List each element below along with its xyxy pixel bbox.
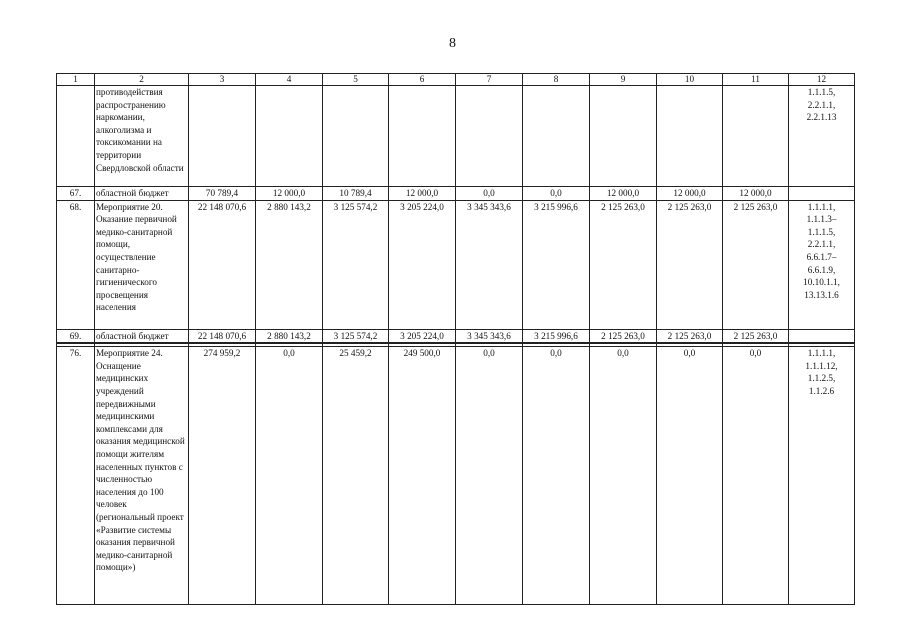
value-cell: 2 125 263,0 — [723, 200, 789, 329]
reference-line: 2.2.1.1, — [807, 99, 836, 110]
page-number: 8 — [449, 36, 456, 51]
row-number: 69. — [57, 329, 95, 343]
value-cell: 3 205 224,0 — [389, 329, 456, 343]
reference-cell — [789, 187, 855, 201]
value-cell: 10 789,4 — [323, 187, 389, 201]
row-description: областной бюджет — [95, 187, 189, 201]
value-cell — [256, 86, 323, 187]
value-cell — [590, 86, 657, 187]
value-cell: 3 215 996,6 — [523, 200, 590, 329]
value-cell: 0,0 — [723, 347, 789, 605]
value-cell — [389, 86, 456, 187]
value-cell — [657, 86, 723, 187]
reference-line: 6.6.1.7– — [806, 251, 837, 262]
reference-cell — [789, 200, 855, 329]
table-row — [57, 187, 855, 201]
reference-line: 6.6.1.9, — [807, 264, 836, 275]
value-cell: 22 148 070,6 — [189, 329, 256, 343]
table-row — [57, 347, 855, 605]
value-cell — [523, 86, 590, 187]
reference-line: 2.2.1.13 — [806, 112, 837, 123]
value-cell — [189, 86, 256, 187]
reference-line: 2.2.1.1, — [807, 239, 836, 250]
value-cell: 3 215 996,6 — [523, 329, 590, 343]
reference-line: 1.1.1.3– — [806, 214, 837, 225]
value-cell: 0,0 — [256, 347, 323, 605]
value-cell: 12 000,0 — [723, 187, 789, 201]
column-header: 10 — [657, 74, 723, 86]
reference-line: 10.10.1.1, — [803, 277, 840, 288]
reference-line: 1.1.1.1, — [807, 201, 836, 212]
value-cell: 2 125 263,0 — [723, 329, 789, 343]
table-body — [57, 74, 855, 605]
value-cell — [723, 86, 789, 187]
value-cell: 2 880 143,2 — [256, 200, 323, 329]
value-cell: 0,0 — [590, 347, 657, 605]
value-cell: 70 789,4 — [189, 187, 256, 201]
value-cell: 0,0 — [456, 347, 523, 605]
table-row — [57, 200, 855, 329]
column-header: 4 — [256, 74, 323, 86]
row-number: 67. — [57, 187, 95, 201]
value-cell: 25 459,2 — [323, 347, 389, 605]
reference-line: 1.1.1.5, — [807, 87, 836, 97]
column-header: 6 — [389, 74, 456, 86]
row-description: Мероприятие 24. Оснащение медицинских учреждений передвижными медицинскими комплексами для оказания медицинской помощи жителям населенных пунктов с численностью населения до 100 человек (региональный проект «Развитие системы оказания первичной медико-санитарной помощи») — [95, 347, 189, 605]
row-description: областной бюджет — [95, 329, 189, 343]
column-header: 9 — [590, 74, 657, 86]
value-cell: 0,0 — [523, 187, 590, 201]
value-cell: 3 125 574,2 — [323, 329, 389, 343]
reference-line: 1.1.2.5, — [807, 373, 836, 384]
column-header: 5 — [323, 74, 389, 86]
column-header: 11 — [723, 74, 789, 86]
reference-line: 1.1.1.1, — [807, 348, 836, 359]
column-header: 3 — [189, 74, 256, 86]
value-cell — [323, 86, 389, 187]
value-cell: 2 880 143,2 — [256, 329, 323, 343]
table-header-row — [57, 74, 855, 86]
reference-line: 1.1.1.12, — [805, 360, 838, 371]
reference-line: 13.13.1.6 — [804, 289, 839, 300]
value-cell: 12 000,0 — [256, 187, 323, 201]
row-number: 76. — [57, 347, 95, 605]
reference-cell — [789, 329, 855, 343]
value-cell — [456, 86, 523, 187]
reference-line: 1.1.2.6 — [808, 385, 835, 396]
value-cell: 274 959,2 — [189, 347, 256, 605]
budget-table — [56, 73, 855, 605]
column-header: 8 — [523, 74, 590, 86]
reference-cell — [789, 86, 855, 187]
row-number: 68. — [57, 200, 95, 329]
value-cell: 12 000,0 — [590, 187, 657, 201]
value-cell: 0,0 — [657, 347, 723, 605]
value-cell: 3 345 343,6 — [456, 200, 523, 329]
value-cell: 3 205 224,0 — [389, 200, 456, 329]
reference-line: 1.1.1.5, — [807, 226, 836, 237]
value-cell: 3 345 343,6 — [456, 329, 523, 343]
table-row — [57, 329, 855, 343]
column-header: 2 — [95, 74, 189, 86]
row-description: Мероприятие 20. Оказание первичной медико-санитарной помощи, осуществление санитарно-гигиенического просвещения населения — [95, 200, 189, 329]
value-cell: 22 148 070,6 — [189, 200, 256, 329]
reference-cell — [789, 347, 855, 605]
row-number — [57, 86, 95, 187]
row-description: противодействия распространению наркомании, алкоголизма и токсикомании на территории Свердловской области — [95, 86, 189, 187]
value-cell: 0,0 — [456, 187, 523, 201]
column-header: 1 — [57, 74, 95, 86]
table-row — [57, 86, 855, 187]
value-cell: 12 000,0 — [657, 187, 723, 201]
value-cell: 0,0 — [523, 347, 590, 605]
value-cell: 2 125 263,0 — [590, 200, 657, 329]
value-cell: 2 125 263,0 — [657, 200, 723, 329]
column-header: 12 — [789, 74, 855, 86]
column-header: 7 — [456, 74, 523, 86]
value-cell: 2 125 263,0 — [590, 329, 657, 343]
value-cell: 3 125 574,2 — [323, 200, 389, 329]
value-cell: 2 125 263,0 — [657, 329, 723, 343]
value-cell: 12 000,0 — [389, 187, 456, 201]
value-cell: 249 500,0 — [389, 347, 456, 605]
